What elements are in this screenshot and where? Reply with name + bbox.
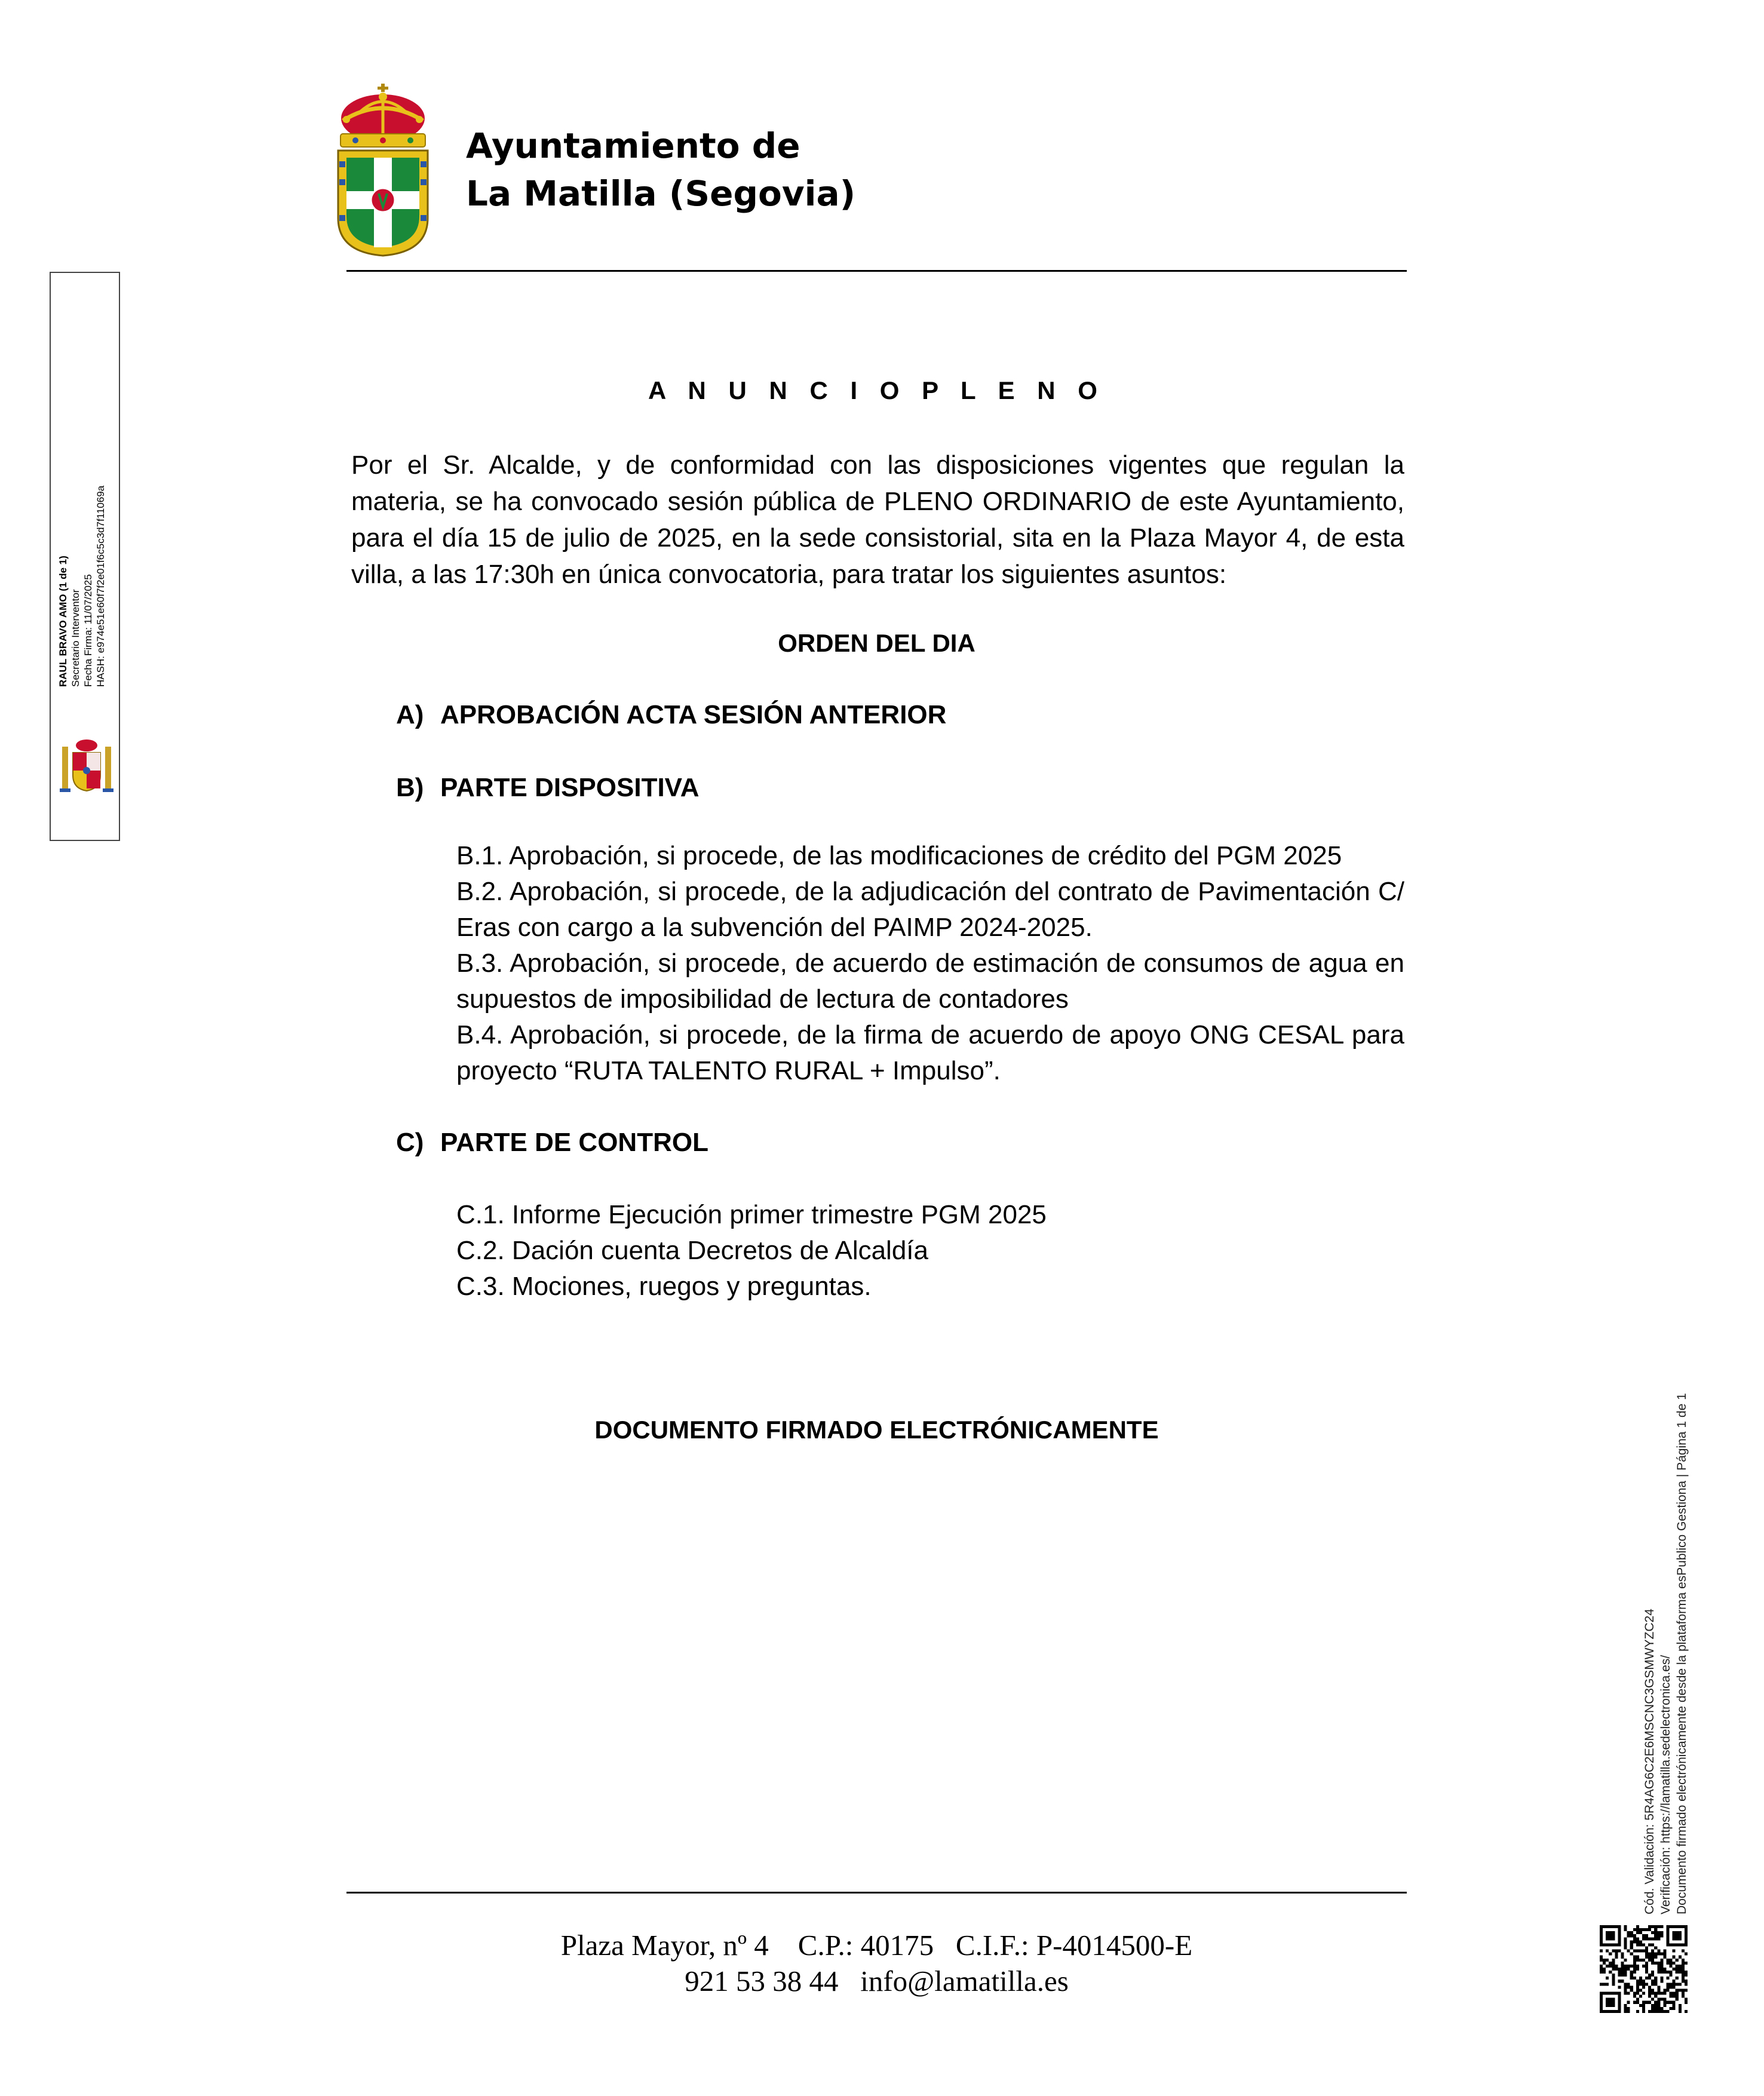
agenda-item: C.3. Mociones, ruegos y preguntas. xyxy=(456,1272,872,1301)
agenda-item: B.1. Aprobación, si procede, de las modificaciones de crédito del PGM 2025 xyxy=(456,841,1342,870)
intro-paragraph: Por el Sr. Alcalde, y de conformidad con las disposiciones vigentes que regulan la materia, se ha convocado sesión pública de PLENO ORDINARIO de este Ayuntamiento, para el día 15 de julio de 2025, en la sede consistorial, sita en la Plaza Mayor 4, de esta villa, a las 17:30h en única convocatoria, para tratar los siguientes asuntos: xyxy=(351,450,1404,589)
signed-notice: DOCUMENTO FIRMADO ELECTRÓNICAMENTE xyxy=(594,1416,1159,1444)
section-letter: B) xyxy=(396,773,424,802)
validation-code: Cód. Validación: 5R4AG6C2E6MSCNC3GSMWYZC24 xyxy=(1643,1609,1656,1914)
validation-platform: Documento firmado electrónicamente desde la plataforma esPublico Gestiona | Página 1 de 1 xyxy=(1675,1393,1689,1914)
agenda-item: B.2. Aprobación, si procede, de la adjudicación del contrato de Pavimentación C/ Eras con cargo a la subvención del PAIMP 2024-2025. xyxy=(456,877,1404,942)
section-b-items xyxy=(456,838,1404,1089)
agenda-title: ORDEN DEL DIA xyxy=(778,629,975,657)
agenda-item: C.2. Dación cuenta Decretos de Alcaldía xyxy=(456,1236,929,1265)
footer-address: Plaza Mayor, nº 4 C.P.: 40175 C.I.F.: P-4014500-E xyxy=(560,1929,1193,1962)
signature-hash: HASH: e974e51e60f7f2e01f6c5c3d7f11069a xyxy=(95,485,106,687)
organization-name: Ayuntamiento de xyxy=(466,125,800,166)
section-letter: C) xyxy=(396,1128,424,1157)
section-c-items xyxy=(456,1197,1404,1305)
section-letter: A) xyxy=(396,700,424,729)
section-title: PARTE DISPOSITIVA xyxy=(440,773,700,802)
qr-code-icon xyxy=(1600,1925,1688,2013)
signature-date: Fecha Firma: 11/07/2025 xyxy=(82,574,94,687)
agenda-item: C.1. Informe Ejecución primer trimestre PGM 2025 xyxy=(456,1200,1047,1229)
section-title: PARTE DE CONTROL xyxy=(440,1128,708,1157)
signer-name: RAUL BRAVO AMO (1 de 1) xyxy=(57,556,69,687)
section-c-heading xyxy=(396,1128,708,1158)
header-divider xyxy=(346,270,1407,272)
footer-divider xyxy=(346,1892,1407,1894)
section-b-heading xyxy=(396,773,700,803)
spain-coat-of-arms-icon xyxy=(59,736,115,796)
section-a-heading xyxy=(396,700,946,730)
signature-details xyxy=(57,486,107,687)
organization-location: La Matilla (Segovia) xyxy=(466,173,856,214)
municipal-coat-of-arms-icon xyxy=(335,84,431,257)
document-title: A N U N C I O P L E N O xyxy=(648,376,1105,404)
signer-role: Secretario Interventor xyxy=(70,589,81,687)
validation-details xyxy=(1642,1393,1690,1914)
section-title: APROBACIÓN ACTA SESIÓN ANTERIOR xyxy=(440,700,947,729)
validation-url: Verificación: https://lamatilla.sedelectronica.es/ xyxy=(1659,1655,1673,1914)
footer-contact: 921 53 38 44 info@lamatilla.es xyxy=(685,1965,1069,1997)
agenda-item: B.4. Aprobación, si procede, de la firma de acuerdo de apoyo ONG CESAL para proyecto “RUTA TALENTO RURAL + Impulso”. xyxy=(456,1020,1404,1085)
agenda-item: B.3. Aprobación, si procede, de acuerdo de estimación de consumos de agua en supuestos de imposibilidad de lectura de contadores xyxy=(456,949,1404,1014)
